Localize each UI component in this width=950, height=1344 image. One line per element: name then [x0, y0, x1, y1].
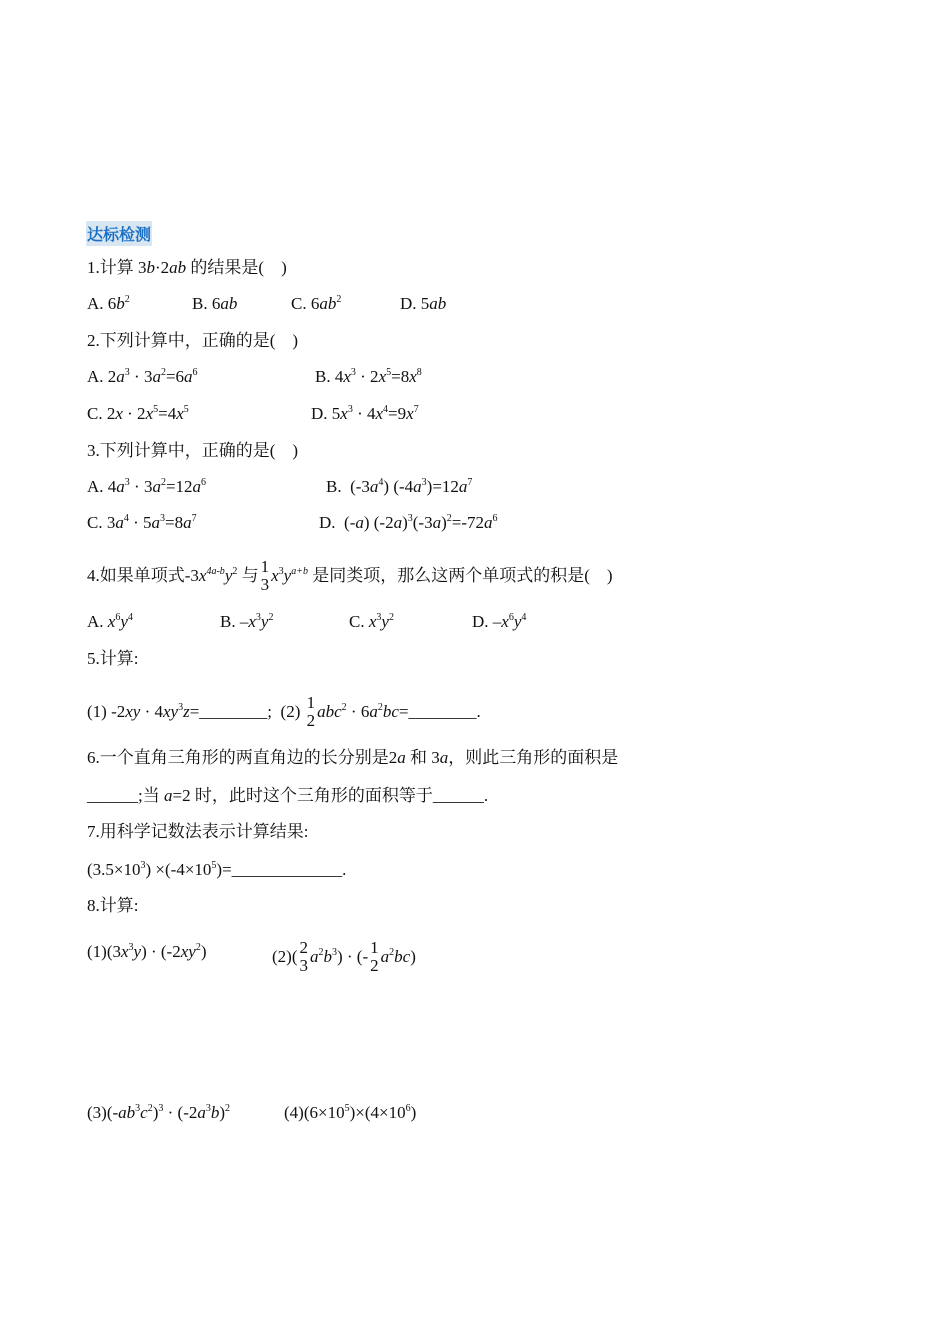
- text-run: ) ×(-4×10: [145, 860, 212, 879]
- text-run: )×(4×10: [349, 1103, 406, 1122]
- exponent: 3: [407, 513, 413, 524]
- text-run: ): [152, 1103, 159, 1122]
- exponent: 2: [388, 612, 394, 623]
- math-variable: x: [120, 942, 129, 961]
- math-variable: a: [355, 513, 364, 532]
- answer-option: [87, 511, 197, 535]
- math-variable: xy: [163, 701, 179, 721]
- fraction: [369, 939, 380, 975]
- text-run: · 3: [129, 477, 153, 496]
- text-run: =8: [391, 367, 410, 386]
- math-variable: xy: [125, 701, 141, 721]
- exponent: 3: [135, 1103, 141, 1114]
- math-variable: b: [323, 946, 332, 966]
- text-run: 是同类项，那么这两个单项式的积是( ): [307, 565, 613, 585]
- math-variable: a: [369, 701, 378, 721]
- text-run: D. (-: [319, 513, 356, 532]
- exponent: 2: [232, 565, 238, 577]
- math-variable: x: [107, 612, 116, 631]
- math-variable: a: [152, 477, 161, 496]
- question-text: [87, 647, 138, 671]
- answer-option: [319, 511, 498, 535]
- question-text: [87, 746, 618, 770]
- text-run: 和 3: [405, 748, 440, 767]
- exponent: 6: [201, 477, 207, 488]
- text-run: ): [219, 1103, 226, 1122]
- fraction-denominator: 2: [306, 711, 316, 730]
- answer-option: [315, 365, 422, 389]
- exponent: 2: [341, 701, 347, 713]
- question-text: [87, 439, 298, 463]
- text-run: B. (-3: [326, 477, 370, 496]
- text-run: ) · (-: [336, 946, 369, 966]
- fraction-denominator: 3: [260, 575, 270, 594]
- math-variable: x: [248, 612, 256, 631]
- exponent: 3: [158, 1103, 164, 1114]
- answer-option: [87, 610, 133, 634]
- exponent: 3: [178, 701, 184, 713]
- exponent: 7: [413, 404, 419, 415]
- math-variable: a: [152, 367, 161, 386]
- question-text: [87, 329, 298, 353]
- math-variable: y: [133, 942, 142, 961]
- exponent: 8: [416, 367, 422, 378]
- math-variable: y: [513, 612, 522, 631]
- math-variable: c: [140, 1103, 148, 1122]
- text-run: 4.如果单项式-3: [87, 565, 199, 585]
- math-variable: a: [380, 946, 390, 966]
- text-run: · 3: [129, 367, 153, 386]
- text-run: ): [441, 513, 447, 532]
- text-run: ): [402, 513, 408, 532]
- math-variable: ab: [429, 294, 447, 313]
- text-run: 8.计算:: [87, 896, 139, 915]
- math-variable: x: [501, 612, 509, 631]
- text-run: =9: [388, 404, 407, 423]
- exponent: 2: [389, 946, 395, 958]
- exponent: 4: [521, 612, 527, 623]
- exponent: a+b: [291, 565, 308, 577]
- exponent: 2: [318, 946, 324, 958]
- text-run: A.: [87, 612, 108, 631]
- text-run: ·2: [155, 258, 170, 277]
- exponent: 2: [377, 701, 383, 713]
- text-run: · 4: [352, 404, 376, 423]
- math-variable: a: [432, 513, 442, 532]
- question-text: [87, 820, 308, 844]
- answer-option: [349, 610, 394, 634]
- math-variable: y: [224, 565, 233, 585]
- text-run: =________; (2): [189, 701, 305, 721]
- exponent: 2: [195, 942, 201, 953]
- text-run: )=_____________.: [216, 860, 347, 879]
- exponent: 6: [115, 612, 121, 623]
- math-variable: b: [116, 294, 125, 313]
- math-variable: x: [343, 367, 351, 386]
- question-text: [87, 894, 138, 918]
- math-variable: a: [192, 477, 202, 496]
- text-run: · 6: [346, 701, 370, 721]
- exponent: 5: [344, 1103, 350, 1114]
- math-variable: x: [145, 404, 154, 423]
- exponent: 5: [153, 404, 159, 415]
- exponent: 4: [383, 404, 389, 415]
- math-variable: a: [413, 477, 422, 496]
- exponent: 3: [205, 1103, 211, 1114]
- math-variable: a: [439, 748, 449, 767]
- math-variable: a: [484, 513, 493, 532]
- text-run: 7.用科学记数法表示计算结果:: [87, 822, 309, 841]
- text-run: =6: [165, 367, 185, 386]
- text-run: 1.计算 3: [87, 258, 147, 277]
- exponent: 7: [467, 477, 473, 488]
- text-run: · 2: [122, 404, 146, 423]
- math-variable: x: [176, 404, 184, 423]
- text-run: =8: [165, 513, 184, 532]
- exponent: 2: [225, 1103, 231, 1114]
- text-run: )=12: [426, 477, 459, 496]
- math-variable: a: [397, 748, 406, 767]
- fraction: [298, 939, 309, 975]
- math-variable: ab: [118, 1103, 136, 1122]
- math-variable: a: [393, 513, 403, 532]
- math-variable: ab: [319, 294, 337, 313]
- answer-option: [326, 475, 472, 499]
- answer-option: [87, 1101, 230, 1125]
- exponent: 2: [336, 294, 342, 305]
- exponent: 6: [508, 612, 514, 623]
- exponent: 2: [160, 477, 166, 488]
- math-variable: bc: [394, 946, 411, 966]
- text-run: =12: [165, 477, 193, 496]
- answer-option: [291, 292, 341, 316]
- math-variable: a: [151, 513, 161, 532]
- text-run: D. 5: [311, 404, 341, 423]
- text-run: =4: [158, 404, 177, 423]
- text-run: 5.计算:: [87, 649, 139, 668]
- text-run: (1) -2: [87, 701, 126, 721]
- math-variable: a: [163, 786, 173, 805]
- math-variable: z: [183, 701, 190, 721]
- math-variable: x: [340, 404, 348, 423]
- exponent: 3: [160, 513, 166, 524]
- text-run: C. 6: [291, 294, 320, 313]
- math-variable: x: [271, 565, 279, 585]
- text-run: (-3: [412, 513, 433, 532]
- text-run: · (-2: [163, 1103, 198, 1122]
- fraction-numerator: 1: [370, 938, 379, 957]
- exponent: 3: [331, 946, 337, 958]
- question-text: [87, 559, 613, 595]
- text-run: A. 6: [87, 294, 117, 313]
- fraction-denominator: 2: [370, 956, 379, 975]
- exponent: 6: [192, 367, 198, 378]
- text-run: ): [410, 946, 416, 966]
- text-run: =________.: [398, 701, 481, 721]
- text-run: A. 2: [87, 367, 117, 386]
- exponent: 2: [160, 367, 166, 378]
- text-run: =2 时，此时这个三角形的面积等于______.: [172, 786, 489, 805]
- text-run: (3)(-: [87, 1103, 119, 1122]
- exponent: 3: [140, 860, 146, 871]
- math-variable: ab: [220, 294, 238, 313]
- math-variable: b: [146, 258, 155, 277]
- text-run: 3.下列计算中，正确的是( ): [87, 441, 299, 460]
- text-run: ) (-4: [383, 477, 414, 496]
- math-variable: x: [115, 404, 123, 423]
- answer-option: [87, 402, 189, 426]
- text-run: (3.5×10: [87, 860, 141, 879]
- text-run: ) · (-2: [141, 942, 181, 961]
- text-run: 2.下列计算中，正确的是( ): [87, 331, 299, 350]
- answer-option: [87, 940, 207, 964]
- text-run: B. 6: [192, 294, 221, 313]
- answer-option: [192, 292, 237, 316]
- text-run: D. 5: [400, 294, 430, 313]
- exponent: 2: [446, 513, 452, 524]
- exponent: 3: [128, 942, 134, 953]
- answer-option: [87, 475, 206, 499]
- text-run: A. 4: [87, 477, 117, 496]
- question-text: [87, 695, 481, 731]
- math-variable: y: [260, 612, 269, 631]
- exponent: 3: [350, 367, 356, 378]
- math-variable: bc: [382, 701, 399, 721]
- fraction-numerator: 1: [306, 693, 316, 712]
- text-run: ): [410, 1103, 417, 1122]
- exponent: 4a-b: [206, 565, 225, 577]
- math-variable: a: [116, 477, 125, 496]
- exponent: 4: [127, 612, 133, 623]
- exponent: 3: [278, 565, 284, 577]
- exponent: 5: [386, 367, 392, 378]
- text-run: · 4: [140, 701, 163, 721]
- fraction: [260, 558, 271, 594]
- exponent: 3: [124, 367, 130, 378]
- text-run: B. 4: [315, 367, 344, 386]
- fraction: [306, 694, 317, 730]
- math-variable: x: [375, 404, 384, 423]
- exponent: 2: [147, 1103, 153, 1114]
- text-run: D. –: [472, 612, 502, 631]
- text-run: 6.一个直角三角形的两直角边的长分别是2: [87, 748, 398, 767]
- answer-option: [472, 610, 526, 634]
- text-run: =-72: [451, 513, 485, 532]
- text-run: C.: [349, 612, 369, 631]
- answer-option: [284, 1101, 416, 1125]
- text-run: (4)(6×10: [284, 1103, 345, 1122]
- fraction-denominator: 3: [299, 956, 308, 975]
- exponent: 5: [211, 860, 217, 871]
- exponent: 4: [123, 513, 129, 524]
- text-run: C. 2: [87, 404, 116, 423]
- math-variable: a: [115, 513, 124, 532]
- answer-option: [272, 940, 416, 976]
- answer-option: [87, 292, 130, 316]
- math-variable: x: [198, 565, 207, 585]
- math-variable: x: [378, 367, 387, 386]
- text-run: B. –: [220, 612, 249, 631]
- math-variable: x: [406, 404, 414, 423]
- text-run: ) (-2: [363, 513, 394, 532]
- text-run: · 2: [355, 367, 379, 386]
- math-variable: xy: [180, 942, 196, 961]
- text-run: ______;当: [87, 786, 164, 805]
- exponent: 3: [255, 612, 261, 623]
- exponent: 2: [124, 294, 130, 305]
- exponent: 7: [191, 513, 197, 524]
- exponent: 3: [376, 612, 382, 623]
- answer-option: [311, 402, 419, 426]
- text-run: · 5: [128, 513, 152, 532]
- math-variable: a: [116, 367, 125, 386]
- math-variable: a: [197, 1103, 206, 1122]
- exponent: 5: [183, 404, 189, 415]
- question-text: [87, 858, 346, 882]
- exponent: 3: [347, 404, 353, 415]
- text-run: 与: [237, 565, 259, 585]
- math-variable: y: [120, 612, 128, 631]
- math-variable: y: [283, 565, 292, 585]
- math-variable: a: [184, 367, 193, 386]
- exponent: 4: [378, 477, 384, 488]
- math-variable: x: [409, 367, 417, 386]
- question-text: [87, 256, 287, 280]
- text-run: (2)(: [272, 946, 298, 966]
- text-run: ): [200, 942, 207, 961]
- math-variable: y: [381, 612, 389, 631]
- exponent: 6: [492, 513, 498, 524]
- math-variable: b: [210, 1103, 220, 1122]
- text-run: ，则此三角形的面积是: [448, 748, 619, 767]
- math-variable: abc: [317, 701, 342, 721]
- text-run: C. 3: [87, 513, 116, 532]
- exponent: 6: [405, 1103, 411, 1114]
- exponent: 3: [124, 477, 130, 488]
- math-variable: a: [183, 513, 192, 532]
- answer-option: [400, 292, 446, 316]
- section-heading: 达标检测: [86, 221, 152, 246]
- exponent: 3: [421, 477, 427, 488]
- text-run: (1)(3: [87, 942, 121, 961]
- math-variable: a: [369, 477, 379, 496]
- text-run: 的结果是( ): [186, 258, 287, 277]
- math-variable: a: [458, 477, 468, 496]
- math-variable: ab: [169, 258, 187, 277]
- answer-option: [220, 610, 273, 634]
- exponent: 2: [268, 612, 274, 623]
- answer-option: [87, 365, 198, 389]
- question-text: [87, 784, 488, 808]
- fraction-numerator: 2: [299, 938, 308, 957]
- math-variable: x: [368, 612, 377, 631]
- fraction-numerator: 1: [260, 557, 270, 576]
- math-variable: a: [309, 946, 319, 966]
